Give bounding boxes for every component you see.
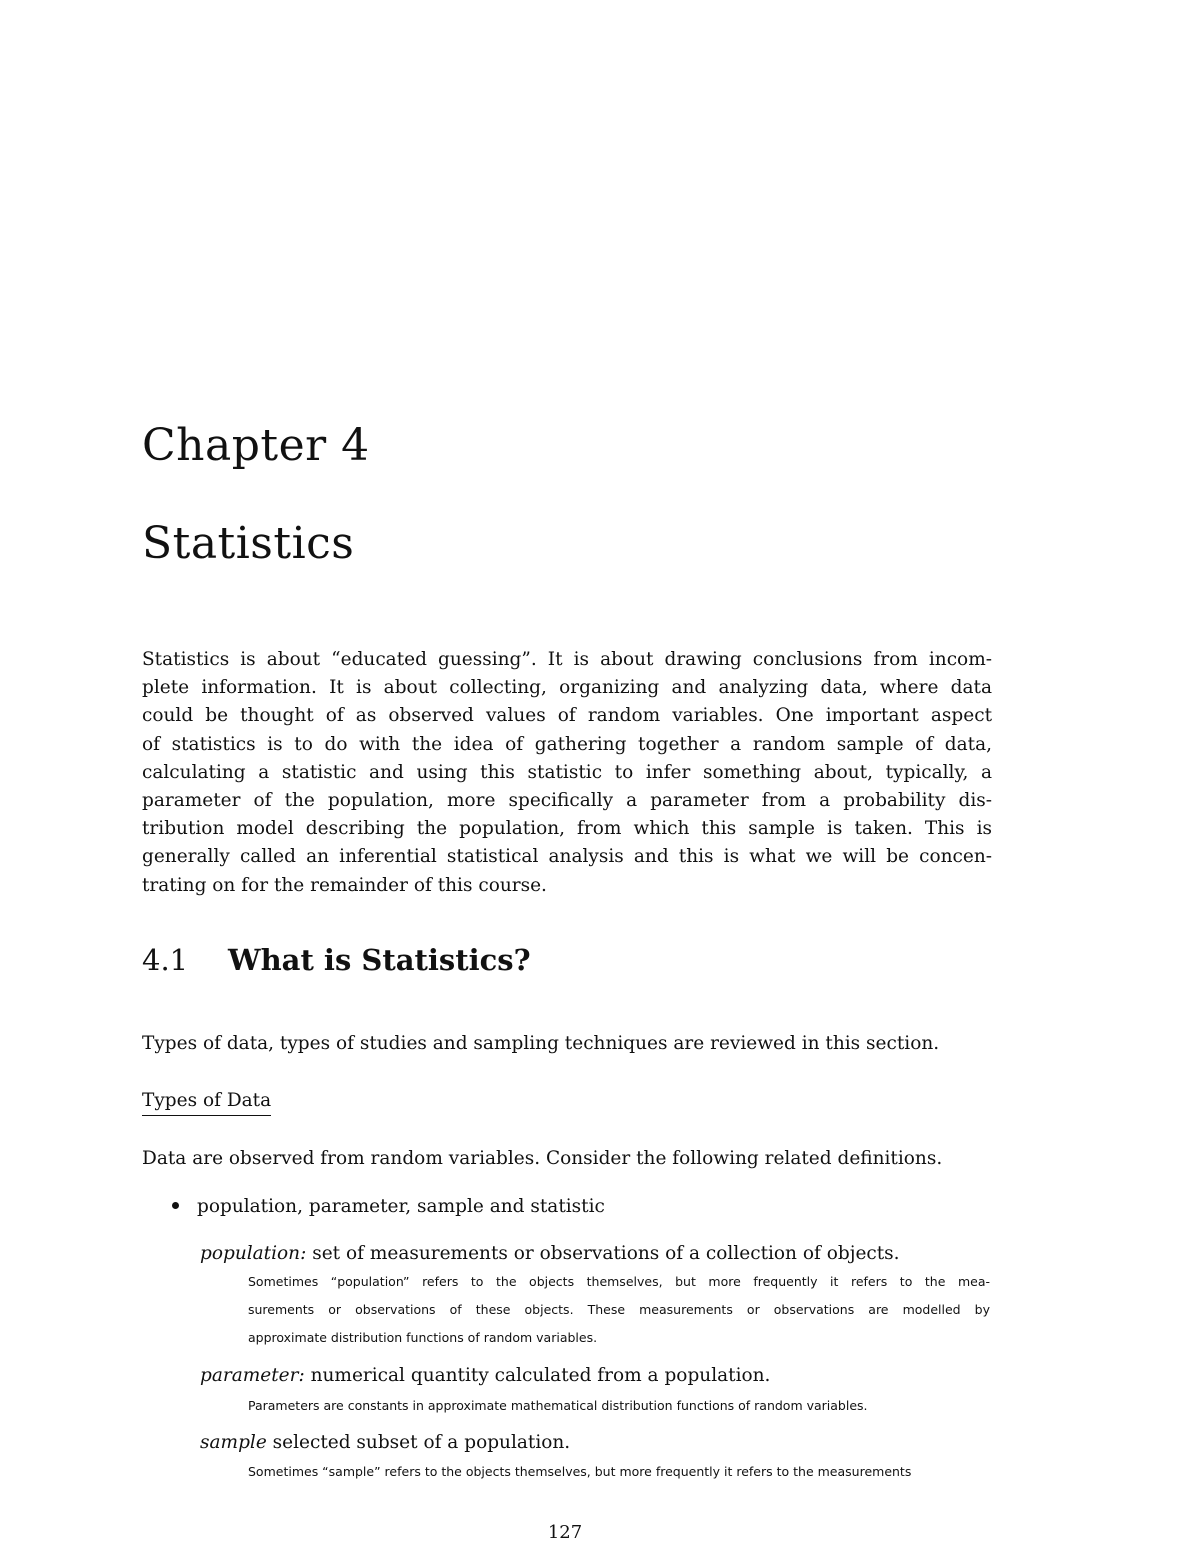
definition-term: parameter: (200, 1365, 305, 1386)
definition-term: sample (200, 1432, 267, 1453)
intro-line: could be thought of as observed values of random variables. One important aspect (142, 705, 992, 727)
chapter-label: Chapter 4 (142, 420, 370, 471)
definition-text: selected subset of a population. (266, 1432, 571, 1453)
note-line: surements or observations of these objects. These measurements or observations are modelled by (248, 1302, 990, 1317)
definition-note-population (248, 1268, 990, 1352)
intro-line: plete information. It is about collecting, organizing and analyzing data, where data (142, 677, 992, 699)
definition-population (200, 1240, 900, 1268)
section-title: What is Statistics? (228, 943, 531, 977)
intro-line: of statistics is to do with the idea of gathering together a random sample of data, (142, 733, 992, 755)
note-line: Parameters are constants in approximate mathematical distribution functions of random variables. (248, 1398, 868, 1413)
subheading-types-of-data: Types of Data (142, 1087, 271, 1116)
note-line: Sometimes “population” refers to the objects themselves, but more frequently it refers to the mea- (248, 1274, 990, 1289)
definition-text: numerical quantity calculated from a population. (304, 1365, 771, 1386)
page-number: 127 (547, 1522, 583, 1543)
intro-line: Statistics is about “educated guessing”. It is about drawing conclusions from incom- (142, 649, 992, 670)
section-heading (142, 940, 531, 980)
bullet-text: population, parameter, sample and statistic (197, 1196, 605, 1217)
section-number: 4.1 (142, 943, 189, 977)
intro-line: tribution model describing the population, from which this sample is taken. This is (142, 818, 992, 840)
section-intro: Types of data, types of studies and sampling techniques are reviewed in this section. (142, 1033, 940, 1054)
bullet-icon (172, 1202, 179, 1209)
note-line: Sometimes “sample” refers to the objects themselves, but more frequently it refers to the measurements (248, 1464, 912, 1479)
definition-note-parameter (248, 1392, 990, 1420)
chapter-title: Statistics (142, 518, 355, 569)
definition-text: set of measurements or observations of a collection of objects. (306, 1243, 900, 1264)
section-lead: Data are observed from random variables. Consider the following related definitions. (142, 1148, 943, 1169)
intro-line: parameter of the population, more specifically a parameter from a probability dis- (142, 790, 992, 812)
intro-line: calculating a statistic and using this statistic to infer something about, typically, a (142, 761, 992, 783)
definition-parameter (200, 1362, 770, 1390)
intro-line: trating on for the remainder of this course. (142, 874, 547, 896)
definition-sample (200, 1429, 570, 1457)
definition-note-sample (248, 1458, 990, 1486)
note-line: approximate distribution functions of random variables. (248, 1330, 598, 1345)
bullet-item (172, 1193, 605, 1221)
intro-line: generally called an inferential statistical analysis and this is what we will be concen- (142, 846, 992, 868)
intro-paragraph (142, 646, 992, 900)
definition-term: population: (200, 1243, 307, 1264)
